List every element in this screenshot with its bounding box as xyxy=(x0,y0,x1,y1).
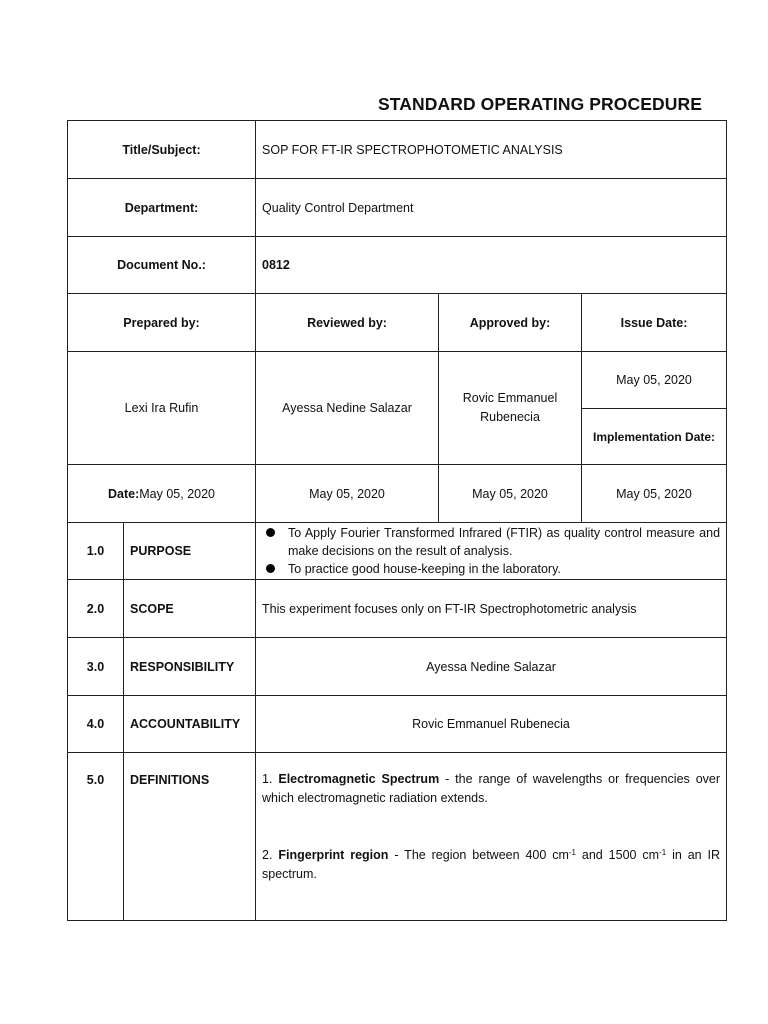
reviewed-name: Ayessa Nedine Salazar xyxy=(256,352,439,465)
section-num: 4.0 xyxy=(68,696,124,753)
date-reviewed: May 05, 2020 xyxy=(256,465,439,523)
date-approved: May 05, 2020 xyxy=(439,465,582,523)
section-definitions-row xyxy=(68,753,727,921)
definition-text: and 1500 cm xyxy=(576,848,660,862)
bullet-dot-icon xyxy=(266,528,275,537)
definition-text: in an IR spectrum. xyxy=(262,848,721,881)
title-row xyxy=(68,121,727,179)
department-value: Quality Control Department xyxy=(256,179,727,237)
signoff-names-row xyxy=(68,352,727,409)
definition-term: Electromagnetic Spectrum xyxy=(278,772,440,786)
purpose-bullet-item xyxy=(262,560,720,578)
signoff-dates-row xyxy=(68,465,727,523)
reviewed-label: Reviewed by: xyxy=(256,294,439,352)
definition-number: 1. xyxy=(262,772,279,786)
title-value: SOP FOR FT-IR SPECTROPHOTOMETIC ANALYSIS xyxy=(256,121,727,179)
section-scope-row xyxy=(68,580,727,638)
bullet-dot-icon xyxy=(266,564,275,573)
sop-table xyxy=(67,120,727,921)
definitions-content xyxy=(256,753,727,921)
docno-row xyxy=(68,237,727,294)
department-label: Department: xyxy=(68,179,256,237)
accountability-text: Rovic Emmanuel Rubenecia xyxy=(256,696,727,753)
scope-text: This experiment focuses only on FT-IR Spectrophotometric analysis xyxy=(256,580,727,638)
section-title: PURPOSE xyxy=(124,523,256,580)
department-row xyxy=(68,179,727,237)
definition-number: 2. xyxy=(262,848,279,862)
signoff-header-row xyxy=(68,294,727,352)
section-title: ACCOUNTABILITY xyxy=(124,696,256,753)
purpose-bullet-list xyxy=(262,524,720,578)
date-prepared: May 05, 2020 xyxy=(139,486,216,501)
section-purpose-row xyxy=(68,523,727,580)
date-implementation: May 05, 2020 xyxy=(582,465,727,523)
responsibility-text: Ayessa Nedine Salazar xyxy=(256,638,727,696)
purpose-content xyxy=(256,523,727,580)
purpose-bullet-text: To practice good house-keeping in the laboratory. xyxy=(288,562,561,576)
issue-date-value: May 05, 2020 xyxy=(582,352,727,409)
definition-1 xyxy=(262,770,720,808)
approved-name-line2: Rubenecia xyxy=(480,410,540,424)
approved-label: Approved by: xyxy=(439,294,582,352)
definition-2 xyxy=(262,846,720,884)
section-num: 5.0 xyxy=(68,753,124,921)
section-accountability-row xyxy=(68,696,727,753)
definition-text: - the range of wavelengths or frequencies over which electromagnetic radiation extends. xyxy=(262,772,721,805)
prepared-label: Prepared by: xyxy=(68,294,256,352)
definition-term: Fingerprint region xyxy=(278,848,389,862)
date-label: Date: xyxy=(108,486,140,501)
approved-name xyxy=(439,352,582,465)
approved-name-line1: Rovic Emmanuel xyxy=(462,391,558,405)
purpose-bullet-text: To Apply Fourier Transformed Infrared (FTIR) as quality control measure and make decisions on the result of analysis. xyxy=(288,526,721,558)
page-title: STANDARD OPERATING PROCEDURE xyxy=(378,94,702,114)
docno-value: 0812 xyxy=(256,237,727,294)
section-title: DEFINITIONS xyxy=(124,753,256,921)
date-prepared-cell xyxy=(68,465,256,523)
section-num: 3.0 xyxy=(68,638,124,696)
implementation-date-label: Implementation Date: xyxy=(582,409,727,465)
superscript: -1 xyxy=(568,848,576,857)
issue-date-label: Issue Date: xyxy=(582,294,727,352)
section-num: 2.0 xyxy=(68,580,124,638)
purpose-bullet-item xyxy=(262,524,720,560)
superscript: -1 xyxy=(659,848,667,857)
definition-text: - The region between 400 cm xyxy=(388,848,569,862)
prepared-name: Lexi Ira Rufin xyxy=(68,352,256,465)
title-label: Title/Subject: xyxy=(68,121,256,179)
section-title: SCOPE xyxy=(124,580,256,638)
docno-label: Document No.: xyxy=(68,237,256,294)
section-responsibility-row xyxy=(68,638,727,696)
section-num: 1.0 xyxy=(68,523,124,580)
section-title: RESPONSIBILITY xyxy=(124,638,256,696)
